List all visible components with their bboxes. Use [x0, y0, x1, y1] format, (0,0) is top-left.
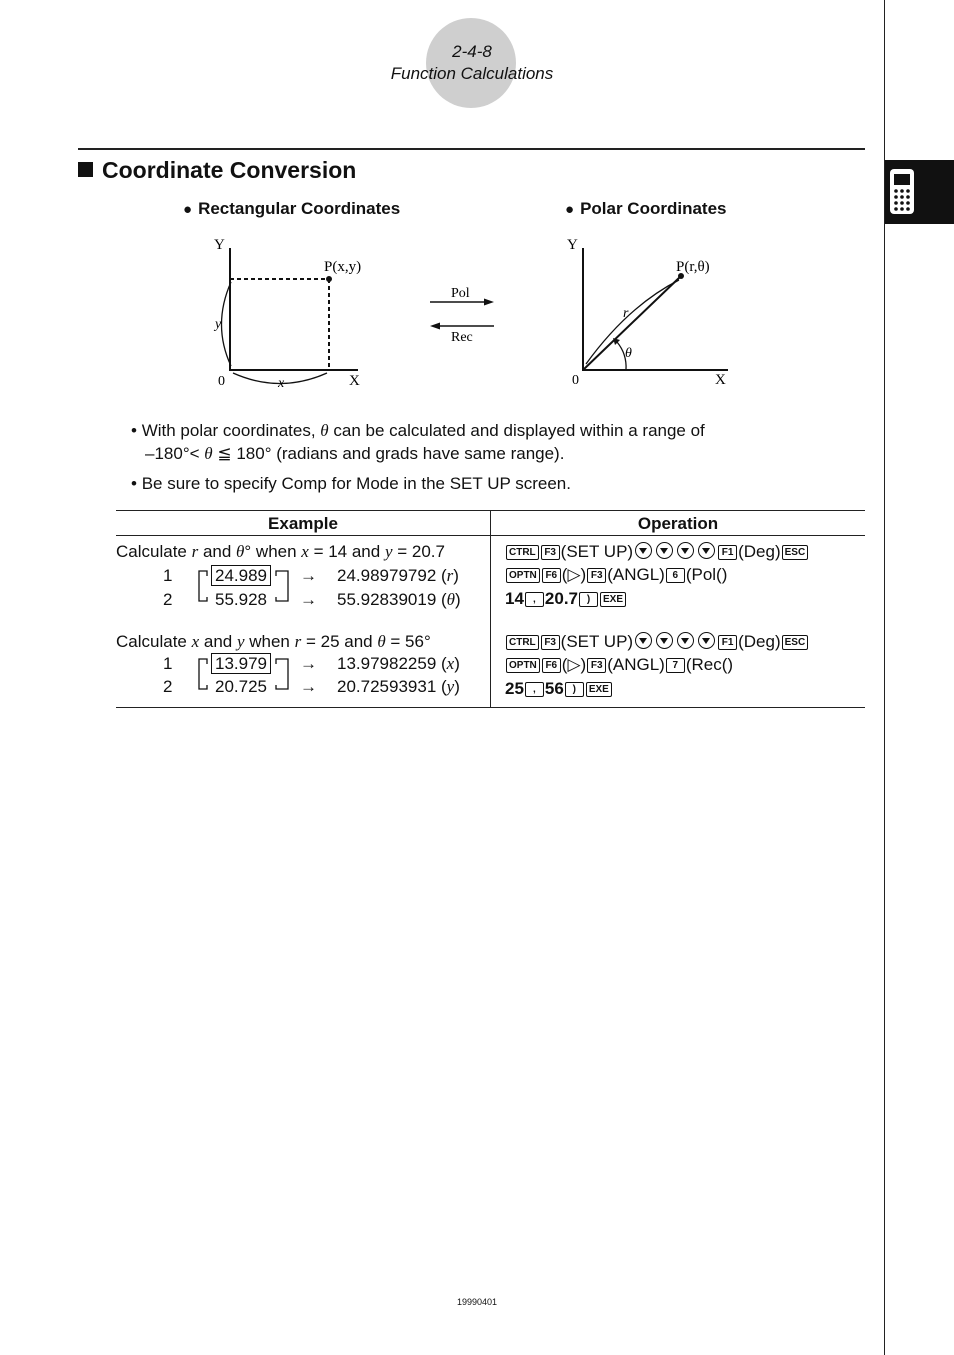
example-2-operation-line-2: OPTN F6 (▷) F3 (ANGL) 7 (Rec(): [505, 655, 733, 675]
polar-axis-x: X: [715, 372, 726, 388]
cursor-down-icon: [635, 632, 652, 649]
example-1-row-1-result: 24.98979792 (r): [337, 566, 459, 585]
f6-key: F6: [542, 658, 561, 673]
example-1-row-2-arrow: →: [300, 590, 317, 609]
comma-key: ,: [525, 592, 544, 607]
result-brackets: [0, 0, 880, 720]
example-2-row-2-result: 20.72593931 (y): [337, 677, 460, 696]
example-1-row-1-arrow: →: [300, 566, 317, 585]
section-title: Coordinate Conversion: [102, 157, 357, 183]
polar-point-label: P(r,θ): [676, 259, 710, 275]
example-2-row-1-display: 13.979: [211, 654, 271, 674]
comma-key: ,: [525, 682, 544, 697]
rect-origin: 0: [218, 374, 225, 389]
f3-key: F3: [587, 658, 606, 673]
example-2-row-2-arrow: →: [300, 677, 317, 696]
pol-arrow-label: Pol: [451, 286, 470, 301]
polar-theta-label: θ: [625, 346, 632, 361]
cursor-down-icon: [698, 542, 715, 559]
chapter-tab: [885, 160, 954, 224]
calculator-icon: [885, 160, 954, 224]
exe-key: EXE: [586, 682, 612, 697]
page-number: 2-4-8: [452, 42, 492, 61]
f1-key: F1: [718, 545, 737, 560]
rect-y-label: y: [215, 317, 222, 332]
bullet-icon: ●: [565, 201, 575, 218]
rec-arrow-label: Rec: [451, 330, 473, 345]
exe-key: EXE: [600, 592, 626, 607]
close-paren-key: ): [565, 682, 584, 697]
note-polar-range-cont: –180°< θ ≦ 180° (radians and grads have same range).: [145, 444, 565, 463]
note-mode: • Be sure to specify Comp for Mode in the SET UP screen.: [131, 474, 571, 493]
polar-origin: 0: [572, 373, 579, 388]
polar-heading: ● Polar Coordinates: [565, 199, 727, 218]
example-1-row-1-display: 24.989: [211, 566, 271, 586]
example-1-row-2-index: 2: [163, 590, 173, 609]
cursor-down-icon: [677, 542, 694, 559]
example-1-description: Calculate r and θ° when x = 14 and y = 20.7: [116, 542, 445, 561]
rect-heading: ● Rectangular Coordinates: [183, 199, 401, 218]
bullet-icon: ●: [183, 201, 193, 218]
cursor-down-icon: [698, 632, 715, 649]
cursor-down-icon: [656, 542, 673, 559]
example-1-row-1-index: 1: [163, 566, 173, 585]
rect-x-label: x: [278, 376, 285, 391]
chapter-title: Function Calculations: [390, 64, 554, 83]
optn-key: OPTN: [506, 658, 540, 673]
polar-r-label: r: [623, 306, 629, 321]
f3-key: F3: [541, 635, 560, 650]
close-paren-key: ): [579, 592, 598, 607]
polar-axis-y: Y: [567, 237, 578, 253]
f3-key: F3: [587, 568, 606, 583]
rect-axis-x: X: [349, 373, 360, 389]
example-1-row-2-result: 55.92839019 (θ): [337, 590, 461, 609]
footer-code: 19990401: [456, 1297, 498, 1307]
ctrl-key: CTRL: [506, 545, 539, 560]
example-2-row-1-result: 13.97982259 (x): [337, 654, 460, 673]
cursor-down-icon: [635, 542, 652, 559]
example-2-row-2-index: 2: [163, 677, 173, 696]
esc-key: ESC: [782, 635, 809, 650]
column-header-example: Example: [268, 514, 338, 533]
digit-key: 6: [666, 568, 685, 583]
note-polar-range: • With polar coordinates, θ can be calculated and displayed within a range of: [131, 421, 705, 440]
rect-point-label: P(x,y): [324, 259, 362, 275]
digit-key: 7: [666, 658, 685, 673]
example-1-operation-line-3: 14 , 20.7 ) EXE: [505, 589, 627, 609]
example-2-row-1-index: 1: [163, 654, 173, 673]
example-1-row-2-display: 55.928: [215, 590, 267, 609]
cursor-down-icon: [656, 632, 673, 649]
ctrl-key: CTRL: [506, 635, 539, 650]
optn-key: OPTN: [506, 568, 540, 583]
f1-key: F1: [718, 635, 737, 650]
example-1-operation-line-1: CTRL F3 (SET UP) F1 (Deg) ESC: [505, 542, 809, 562]
cursor-down-icon: [677, 632, 694, 649]
rect-axis-y: Y: [214, 237, 225, 253]
example-1-operation-line-2: OPTN F6 (▷) F3 (ANGL) 6 (Pol(): [505, 565, 727, 585]
example-2-description: Calculate x and y when r = 25 and θ = 56°: [116, 632, 431, 651]
example-2-operation-line-1: CTRL F3 (SET UP) F1 (Deg) ESC: [505, 632, 809, 652]
column-header-operation: Operation: [637, 514, 719, 533]
example-2-row-1-arrow: →: [300, 654, 317, 673]
example-2-row-2-display: 20.725: [215, 677, 267, 696]
example-2-operation-line-3: 25 , 56 ) EXE: [505, 679, 613, 699]
esc-key: ESC: [782, 545, 809, 560]
f3-key: F3: [541, 545, 560, 560]
f6-key: F6: [542, 568, 561, 583]
